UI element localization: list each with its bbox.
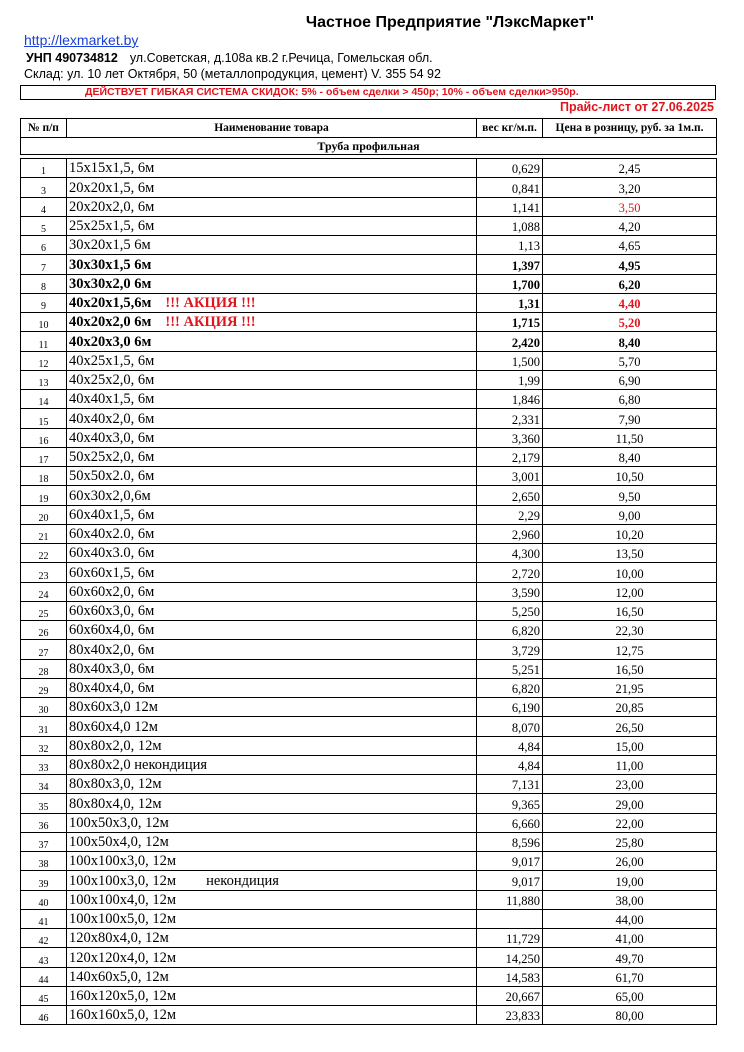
product-name: 60х60х3,0, 6м xyxy=(69,603,155,619)
weight-cell: 2,650 xyxy=(477,486,543,505)
price-cell: 5,70 xyxy=(543,351,717,370)
price-cell: 11,00 xyxy=(543,755,717,774)
product-name: 40х20х1,5,6м xyxy=(69,295,152,311)
price-table xyxy=(20,118,717,1025)
weight-cell: 6,660 xyxy=(477,813,543,832)
price-cell: 44,00 xyxy=(543,909,717,928)
table-row xyxy=(21,775,717,794)
weight-cell: 4,84 xyxy=(477,736,543,755)
product-name-cell xyxy=(67,216,477,235)
product-name: 60х40х1,5, 6м xyxy=(69,506,155,523)
row-number: 5 xyxy=(21,216,67,235)
table-row xyxy=(21,929,717,948)
price-cell: 16,50 xyxy=(543,659,717,678)
row-number: 35 xyxy=(21,794,67,813)
row-number: 44 xyxy=(21,967,67,986)
product-name: 100х50х3,0, 12м xyxy=(69,814,169,831)
weight-cell: 8,070 xyxy=(477,717,543,736)
product-name: 40х25х2,0, 6м xyxy=(69,372,155,388)
product-name-cell xyxy=(67,409,477,428)
price-cell: 4,65 xyxy=(543,236,717,255)
product-name-cell xyxy=(67,659,477,678)
row-number: 9 xyxy=(21,293,67,312)
weight-cell: 9,017 xyxy=(477,871,543,890)
warehouse-address: Склад: ул. 10 лет Октября, 50 (металлопродукция, цемент) V. 355 54 92 xyxy=(24,67,441,81)
price-cell: 22,30 xyxy=(543,621,717,640)
table-row xyxy=(21,159,717,178)
product-name-cell xyxy=(67,332,477,351)
row-number: 27 xyxy=(21,640,67,659)
row-number: 46 xyxy=(21,1006,67,1025)
product-name: 80х80х2,0, 12м xyxy=(69,737,162,754)
promo-badge: !!! АКЦИЯ !!! xyxy=(165,295,256,311)
product-name-cell xyxy=(67,236,477,255)
price-cell: 8,40 xyxy=(543,447,717,466)
table-row xyxy=(21,678,717,697)
weight-cell: 2,29 xyxy=(477,505,543,524)
product-name-cell xyxy=(67,813,477,832)
price-cell: 6,90 xyxy=(543,370,717,389)
row-number: 31 xyxy=(21,717,67,736)
table-row xyxy=(21,486,717,505)
product-name-cell xyxy=(67,621,477,640)
weight-cell: 4,84 xyxy=(477,755,543,774)
weight-cell: 3,729 xyxy=(477,640,543,659)
weight-cell: 2,960 xyxy=(477,524,543,543)
row-number: 16 xyxy=(21,428,67,447)
weight-cell: 5,251 xyxy=(477,659,543,678)
price-cell: 9,00 xyxy=(543,505,717,524)
product-name: 80х40х4,0, 6м xyxy=(69,680,155,696)
price-cell: 2,45 xyxy=(543,159,717,178)
row-number: 43 xyxy=(21,948,67,967)
row-number: 40 xyxy=(21,890,67,909)
product-name: 40х20х3,0 6м xyxy=(69,333,152,350)
product-name: 15х15х1,5, 6м xyxy=(69,160,155,177)
weight-cell: 1,846 xyxy=(477,390,543,409)
weight-cell: 3,360 xyxy=(477,428,543,447)
unp-number: УНП 490734812 xyxy=(26,51,118,65)
price-cell: 6,20 xyxy=(543,274,717,293)
product-name-cell xyxy=(67,467,477,486)
table-row xyxy=(21,197,717,216)
product-name-cell xyxy=(67,678,477,697)
price-cell: 38,00 xyxy=(543,890,717,909)
product-name: 80х40х3,0, 6м xyxy=(69,660,155,677)
product-name: 80х40х2,0, 6м xyxy=(69,641,155,658)
price-cell: 8,40 xyxy=(543,332,717,351)
row-number: 24 xyxy=(21,582,67,601)
weight-cell: 0,629 xyxy=(477,159,543,178)
product-name-cell xyxy=(67,544,477,563)
row-number: 33 xyxy=(21,755,67,774)
price-cell: 4,95 xyxy=(543,255,717,274)
table-row xyxy=(21,986,717,1005)
table-row xyxy=(21,601,717,620)
weight-cell: 3,590 xyxy=(477,582,543,601)
product-name: 50х25х2,0, 6м xyxy=(69,449,155,465)
product-name: 120х80х4,0, 12м xyxy=(69,930,169,947)
table-row xyxy=(21,390,717,409)
product-name-cell xyxy=(67,736,477,755)
weight-cell: 20,667 xyxy=(477,986,543,1005)
table-row xyxy=(21,274,717,293)
table-row xyxy=(21,967,717,986)
price-cell: 22,00 xyxy=(543,813,717,832)
product-name: 160х120х5,0, 12м xyxy=(69,988,177,1004)
weight-cell: 14,250 xyxy=(477,948,543,967)
weight-cell: 2,720 xyxy=(477,563,543,582)
product-name-cell xyxy=(67,524,477,543)
product-name-cell xyxy=(67,967,477,986)
weight-cell: 5,250 xyxy=(477,601,543,620)
product-name-cell xyxy=(67,794,477,813)
product-name-cell xyxy=(67,909,477,928)
table-header-row xyxy=(21,119,717,138)
product-name-cell xyxy=(67,717,477,736)
weight-cell xyxy=(477,909,543,928)
row-number: 42 xyxy=(21,929,67,948)
weight-cell: 7,131 xyxy=(477,775,543,794)
price-cell: 15,00 xyxy=(543,736,717,755)
table-row xyxy=(21,736,717,755)
table-row xyxy=(21,871,717,890)
row-number: 21 xyxy=(21,524,67,543)
product-name: 100х100х4,0, 12м xyxy=(69,891,177,908)
table-row xyxy=(21,467,717,486)
product-name-cell xyxy=(67,293,477,312)
weight-cell: 6,820 xyxy=(477,621,543,640)
product-name: 60х60х1,5, 6м xyxy=(69,564,155,581)
table-row xyxy=(21,293,717,312)
weight-cell: 23,833 xyxy=(477,1006,543,1025)
table-row xyxy=(21,351,717,370)
row-number: 37 xyxy=(21,832,67,851)
table-row xyxy=(21,852,717,871)
price-cell: 13,50 xyxy=(543,544,717,563)
product-name-cell xyxy=(67,698,477,717)
weight-cell: 2,331 xyxy=(477,409,543,428)
product-name-cell xyxy=(67,852,477,871)
price-cell: 5,20 xyxy=(543,313,717,332)
weight-cell: 6,820 xyxy=(477,678,543,697)
table-row xyxy=(21,717,717,736)
product-name: 80х60х4,0 12м xyxy=(69,718,158,735)
product-name: 40х40х3,0, 6м xyxy=(69,429,155,446)
product-name: 100х100х3,0, 12м xyxy=(69,853,177,870)
table-row xyxy=(21,255,717,274)
row-number: 30 xyxy=(21,698,67,717)
price-cell: 7,90 xyxy=(543,409,717,428)
price-cell: 10,50 xyxy=(543,467,717,486)
price-cell: 80,00 xyxy=(543,1006,717,1025)
table-row xyxy=(21,428,717,447)
weight-cell: 1,31 xyxy=(477,293,543,312)
row-number: 19 xyxy=(21,486,67,505)
product-name: 100х100х3,0, 12м xyxy=(69,872,177,889)
table-row xyxy=(21,832,717,851)
col-header-price: Цена в розницу, руб. за 1м.п. xyxy=(543,119,717,138)
table-row xyxy=(21,563,717,582)
product-name-cell xyxy=(67,447,477,466)
row-number: 38 xyxy=(21,852,67,871)
weight-cell: 11,729 xyxy=(477,929,543,948)
row-number: 20 xyxy=(21,505,67,524)
row-number: 36 xyxy=(21,813,67,832)
price-cell: 12,75 xyxy=(543,640,717,659)
product-name: 160х160х5,0, 12м xyxy=(69,1007,177,1024)
table-row xyxy=(21,621,717,640)
product-name-cell xyxy=(67,313,477,332)
product-name: 60х60х4,0, 6м xyxy=(69,622,155,639)
row-number: 6 xyxy=(21,236,67,255)
table-row xyxy=(21,698,717,717)
weight-cell: 0,841 xyxy=(477,178,543,197)
row-number: 22 xyxy=(21,544,67,563)
row-number: 8 xyxy=(21,274,67,293)
row-number: 25 xyxy=(21,601,67,620)
table-row xyxy=(21,409,717,428)
row-number: 10 xyxy=(21,313,67,332)
product-name: 30х20х1,5 6м xyxy=(69,237,151,254)
price-cell: 20,85 xyxy=(543,698,717,717)
row-number: 23 xyxy=(21,563,67,582)
weight-cell: 1,088 xyxy=(477,216,543,235)
price-cell: 10,20 xyxy=(543,524,717,543)
col-header-number: № п/п xyxy=(21,119,67,138)
product-name: 30х30х1,5 6м xyxy=(69,256,152,273)
product-name-cell xyxy=(67,832,477,851)
product-name: 60х30х2,0,6м xyxy=(69,487,151,504)
table-row xyxy=(21,659,717,678)
table-row xyxy=(21,332,717,351)
weight-cell: 1,99 xyxy=(477,370,543,389)
price-cell: 11,50 xyxy=(543,428,717,447)
row-number: 26 xyxy=(21,621,67,640)
promo-badge: !!! АКЦИЯ !!! xyxy=(165,314,256,331)
product-name-cell xyxy=(67,197,477,216)
row-number: 15 xyxy=(21,409,67,428)
row-number: 29 xyxy=(21,678,67,697)
price-cell: 61,70 xyxy=(543,967,717,986)
unp-address-line xyxy=(26,51,433,65)
product-name: 80х80х3,0, 12м xyxy=(69,776,162,793)
table-row xyxy=(21,544,717,563)
row-number: 28 xyxy=(21,659,67,678)
table-row xyxy=(21,236,717,255)
product-name-cell xyxy=(67,582,477,601)
items-body xyxy=(21,159,717,1025)
product-name-cell xyxy=(67,178,477,197)
price-cell: 3,20 xyxy=(543,178,717,197)
product-name: 60х40х3.0, 6м xyxy=(69,545,155,562)
table-row xyxy=(21,313,717,332)
product-name-cell xyxy=(67,640,477,659)
price-cell: 26,50 xyxy=(543,717,717,736)
product-note: некондиция xyxy=(206,872,279,889)
product-name: 20х20х2,0, 6м xyxy=(69,198,155,215)
price-cell: 6,80 xyxy=(543,390,717,409)
weight-cell: 4,300 xyxy=(477,544,543,563)
price-cell: 26,00 xyxy=(543,852,717,871)
price-cell: 12,00 xyxy=(543,582,717,601)
product-name-cell xyxy=(67,274,477,293)
row-number: 1 xyxy=(21,159,67,178)
table-row xyxy=(21,813,717,832)
price-cell: 4,20 xyxy=(543,216,717,235)
weight-cell: 2,179 xyxy=(477,447,543,466)
product-name-cell xyxy=(67,601,477,620)
product-name-cell xyxy=(67,390,477,409)
row-number: 12 xyxy=(21,351,67,370)
product-name: 100х50х4,0, 12м xyxy=(69,834,169,850)
weight-cell: 6,190 xyxy=(477,698,543,717)
row-number: 4 xyxy=(21,197,67,216)
weight-cell: 1,715 xyxy=(477,313,543,332)
row-number: 13 xyxy=(21,370,67,389)
product-name-cell xyxy=(67,370,477,389)
table-row xyxy=(21,505,717,524)
product-name: 60х40х2.0, 6м xyxy=(69,526,155,542)
discount-text: ДЕЙСТВУЕТ ГИБКАЯ СИСТЕМА СКИДОК: 5% - объем сделки > 450р; 10% - объем сделки>950р. xyxy=(85,86,579,98)
weight-cell: 2,420 xyxy=(477,332,543,351)
product-name: 80х80х4,0, 12м xyxy=(69,795,162,812)
price-cell: 19,00 xyxy=(543,871,717,890)
row-number: 18 xyxy=(21,467,67,486)
product-name: 20х20х1,5, 6м xyxy=(69,179,155,196)
product-name-cell xyxy=(67,505,477,524)
price-cell: 10,00 xyxy=(543,563,717,582)
product-name: 120х120х4,0, 12м xyxy=(69,949,177,966)
row-number: 45 xyxy=(21,986,67,1005)
row-number: 14 xyxy=(21,390,67,409)
price-cell: 25,80 xyxy=(543,832,717,851)
product-name-cell xyxy=(67,986,477,1005)
section-title: Труба профильная xyxy=(21,138,717,155)
row-number: 17 xyxy=(21,447,67,466)
col-header-name: Наименование товара xyxy=(67,119,477,138)
product-name-cell xyxy=(67,755,477,774)
product-name-cell xyxy=(67,563,477,582)
table-row xyxy=(21,794,717,813)
product-name-cell xyxy=(67,428,477,447)
product-name-cell xyxy=(67,775,477,794)
weight-cell: 8,596 xyxy=(477,832,543,851)
office-address: ул.Советская, д.108а кв.2 г.Речица, Гомельская обл. xyxy=(129,51,433,65)
table-row xyxy=(21,178,717,197)
product-name-cell xyxy=(67,1006,477,1025)
product-name: 60х60х2,0, 6м xyxy=(69,583,155,600)
weight-cell: 1,13 xyxy=(477,236,543,255)
weight-cell: 14,583 xyxy=(477,967,543,986)
table-row xyxy=(21,524,717,543)
product-name-cell xyxy=(67,159,477,178)
row-number: 34 xyxy=(21,775,67,794)
price-cell: 4,40 xyxy=(543,293,717,312)
product-name: 140х60х5,0, 12м xyxy=(69,968,169,985)
product-name-cell xyxy=(67,890,477,909)
product-name: 40х40х2,0, 6м xyxy=(69,410,155,427)
product-name-cell xyxy=(67,486,477,505)
price-cell: 16,50 xyxy=(543,601,717,620)
row-number: 3 xyxy=(21,178,67,197)
table-row xyxy=(21,640,717,659)
product-name-cell xyxy=(67,929,477,948)
website-link[interactable]: http://lexmarket.by xyxy=(24,32,139,48)
price-cell: 9,50 xyxy=(543,486,717,505)
weight-cell: 1,700 xyxy=(477,274,543,293)
weight-cell: 11,880 xyxy=(477,890,543,909)
product-name: 100х100х5,0, 12м xyxy=(69,911,177,927)
product-name: 40х40х1,5, 6м xyxy=(69,391,155,408)
row-number: 7 xyxy=(21,255,67,274)
col-header-weight: вес кг/м.п. xyxy=(477,119,543,138)
weight-cell: 1,141 xyxy=(477,197,543,216)
table-row xyxy=(21,582,717,601)
weight-cell: 1,397 xyxy=(477,255,543,274)
section-row xyxy=(21,138,717,155)
price-list-date: Прайс-лист от 27.06.2025 xyxy=(559,100,714,114)
price-cell: 23,00 xyxy=(543,775,717,794)
row-number: 41 xyxy=(21,909,67,928)
discount-banner xyxy=(20,85,716,100)
weight-cell: 9,017 xyxy=(477,852,543,871)
product-name-cell xyxy=(67,948,477,967)
weight-cell: 9,365 xyxy=(477,794,543,813)
product-name-cell xyxy=(67,351,477,370)
weight-cell: 1,500 xyxy=(477,351,543,370)
price-cell: 29,00 xyxy=(543,794,717,813)
product-name-cell xyxy=(67,871,477,890)
product-name: 40х25х1,5, 6м xyxy=(69,352,155,369)
table-row xyxy=(21,370,717,389)
price-cell: 21,95 xyxy=(543,678,717,697)
price-cell: 65,00 xyxy=(543,986,717,1005)
row-number: 11 xyxy=(21,332,67,351)
product-name: 25х25х1,5, 6м xyxy=(69,218,155,234)
company-title: Частное Предприятие "ЛэксМаркет" xyxy=(305,14,595,31)
table-row xyxy=(21,447,717,466)
price-cell: 3,50 xyxy=(543,197,717,216)
product-name: 80х60х3,0 12м xyxy=(69,699,158,716)
table-row xyxy=(21,890,717,909)
table-row xyxy=(21,909,717,928)
row-number: 32 xyxy=(21,736,67,755)
weight-cell: 3,001 xyxy=(477,467,543,486)
table-row xyxy=(21,1006,717,1025)
row-number: 39 xyxy=(21,871,67,890)
table-row xyxy=(21,755,717,774)
product-name: 80х80х2,0 некондиция xyxy=(69,757,208,773)
table-row xyxy=(21,948,717,967)
price-cell: 49,70 xyxy=(543,948,717,967)
product-name: 30х30х2,0 6м xyxy=(69,275,152,292)
price-cell: 41,00 xyxy=(543,929,717,948)
product-name: 50х50х2.0, 6м xyxy=(69,468,155,485)
product-name: 40х20х2,0 6м xyxy=(69,314,152,331)
product-name-cell xyxy=(67,255,477,274)
table-row xyxy=(21,216,717,235)
